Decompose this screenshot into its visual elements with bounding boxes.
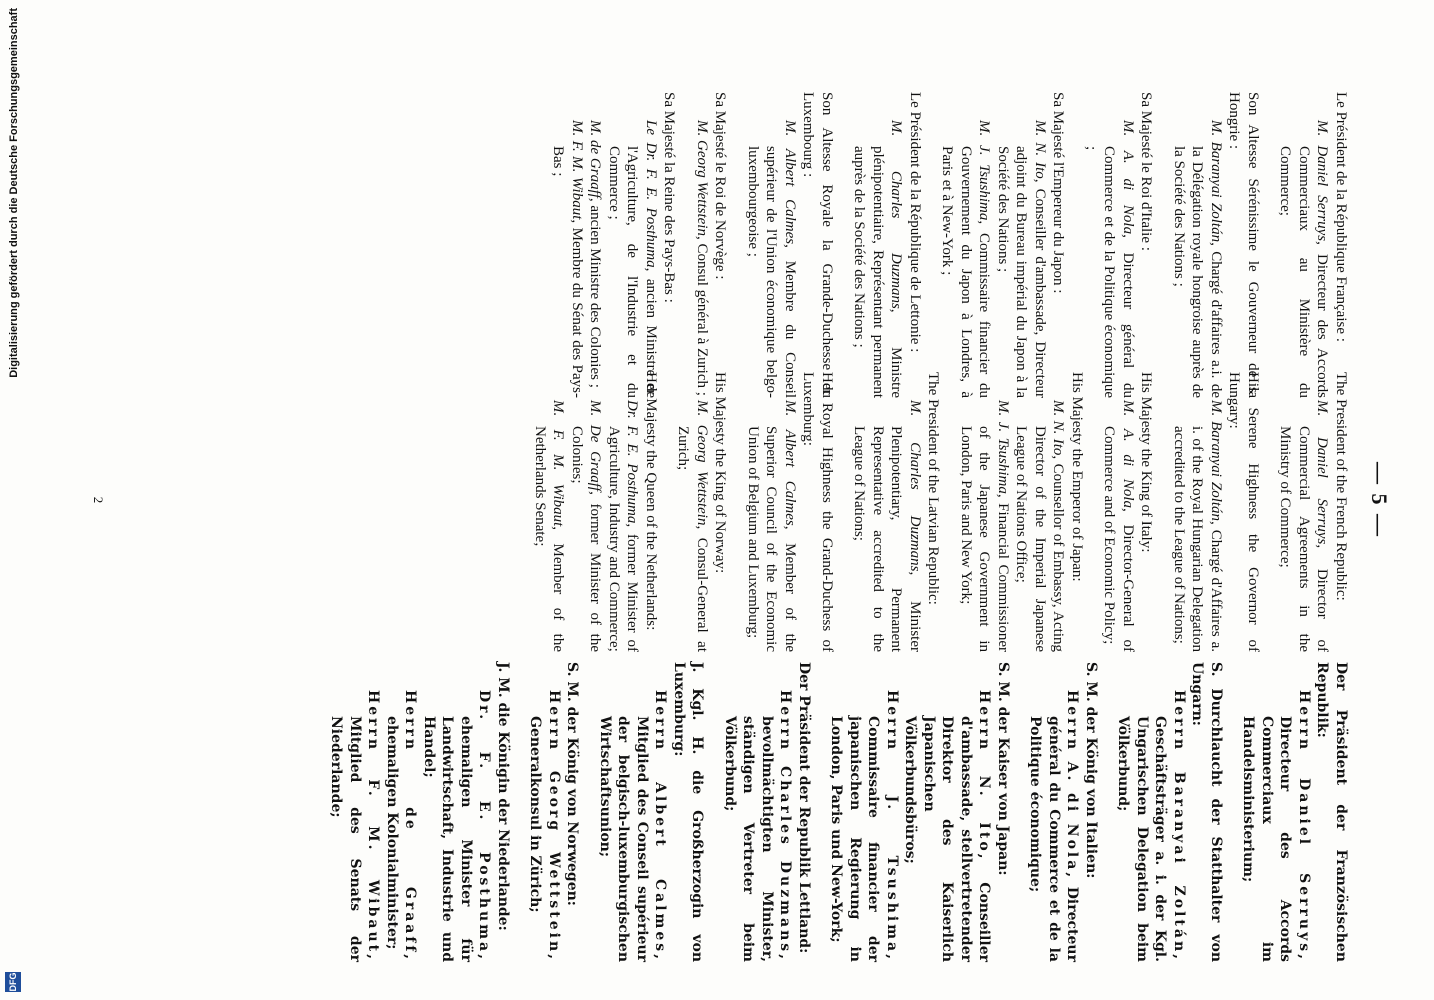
sovereign-line: S. Durchlaucht der Statthalter von Ungarn: bbox=[1189, 662, 1224, 962]
delegate-name: M. Baranyai Zoltán, bbox=[1208, 120, 1224, 246]
plenipotentiary-entry bbox=[327, 662, 512, 962]
delegate-title: Generalkonsul in Zürich; bbox=[527, 716, 544, 913]
plenipotentiary-entry bbox=[850, 92, 924, 398]
delegate-name: M. A. di Nola, bbox=[1120, 120, 1136, 238]
delegate-title: bevollmächtigten Minister, ständigen Vertreter beim Völkerbund; bbox=[722, 716, 775, 962]
delegate-title: Mitglied des Senats der Niederlande; bbox=[328, 716, 363, 962]
plenipotentiary-entry bbox=[1114, 662, 1225, 962]
plenipotentiary-entry bbox=[693, 92, 730, 398]
delegate-name: M. de Graaff, bbox=[587, 120, 604, 202]
sovereign-line: Le Président de la République Française : bbox=[1333, 92, 1349, 342]
delegate-name: Herrn N. Ito, bbox=[976, 690, 993, 862]
delegate-name: Dr. F. E. Posthuma, bbox=[476, 690, 493, 962]
sovereign-line: The President of the Latvian Republic: bbox=[925, 372, 942, 605]
delegate-title: former Minister of Agriculture, Industry and Commerce; bbox=[606, 426, 641, 653]
plenipotentiary-entry bbox=[549, 92, 679, 398]
plenipotentiary-entry bbox=[674, 372, 730, 652]
delegate-line bbox=[744, 400, 800, 652]
delegate-title: Consul général à Zurich ; bbox=[694, 239, 710, 396]
delegate-name: Herrn Daniel Serruys, bbox=[1296, 690, 1312, 962]
delegate-name: M. N. Ito, bbox=[1050, 400, 1067, 460]
delegate-line bbox=[1012, 400, 1068, 652]
plenipotentiary-entry bbox=[850, 372, 943, 652]
delegate-name: M. Daniel Serruys, bbox=[1314, 400, 1331, 549]
delegate-name: Herrn Georg Wettstein, bbox=[546, 690, 562, 962]
delegate-line bbox=[1170, 400, 1226, 652]
column-german bbox=[313, 662, 1350, 962]
delegate-name: M. Baranyai Zoltán, bbox=[1208, 400, 1224, 525]
delegate-line bbox=[1276, 120, 1332, 398]
delegate-title: Director-General of Commerce and of Economic Policy; bbox=[1101, 426, 1136, 652]
sovereign-line: Her Majesty the Queen of the Netherlands: bbox=[643, 372, 659, 631]
delegate-name: M. Charles Duzmans, bbox=[907, 400, 923, 576]
delegate-line bbox=[327, 690, 383, 962]
plenipotentiary-entry bbox=[1100, 372, 1156, 652]
plenipotentiary-entry bbox=[1170, 92, 1263, 398]
delegate-line bbox=[1239, 690, 1313, 962]
delegate-title: Member of the Netherlands Senate; bbox=[532, 426, 567, 652]
delegate-title: Conseiller d'ambassade, Directeur adjoint du Bureau impérial du Japon à la Société des Nations ; bbox=[995, 146, 1048, 398]
delegate-name: M. Charles Duzmans, bbox=[888, 120, 905, 313]
sovereign-line: His Majesty the Emperor of Japan: bbox=[1069, 372, 1085, 582]
delegate-title: Financial Commissioner of the Japanese Government in London, Paris and New York; bbox=[958, 426, 1011, 652]
delegate-line bbox=[526, 690, 563, 962]
delegate-name: M. A. di Nola, bbox=[1120, 400, 1136, 512]
delegate-name: M. De Graaff, bbox=[587, 400, 604, 495]
plenipotentiary-entry bbox=[744, 372, 837, 652]
delegate-line bbox=[901, 690, 994, 962]
sovereign-line: Sa Majesté le Roi de Norvège : bbox=[712, 92, 729, 280]
delegate-title: Conseiller d'ambassade, stellvertretender Direktor des Kaiserlich Japanischen Völkerbundsbüros; bbox=[902, 716, 993, 962]
sovereign-line: Sa Majesté la Reine des Pays-Bas : bbox=[661, 92, 678, 303]
delegate-line bbox=[1170, 120, 1226, 398]
delegate-title: Minister Plenipotentiary, Permanent Representative accredited to the League of Nations; bbox=[851, 426, 923, 652]
delegate-name: M. J. Tsushima, bbox=[976, 120, 993, 225]
delegate-name: M. J. Tsushima, bbox=[995, 400, 1011, 498]
delegate-line bbox=[531, 400, 568, 652]
plenipotentiary-entry bbox=[596, 662, 707, 962]
delegate-name: M. F. M. Wibaut, bbox=[569, 120, 585, 224]
delegate-name: Dr. F. E. Posthuma, bbox=[624, 400, 641, 528]
sovereign-line: J. M. die Königin der Niederlande: bbox=[495, 662, 511, 931]
delegate-name: Herrn de Graaff, bbox=[402, 690, 419, 962]
delegate-line bbox=[693, 120, 712, 398]
delegate-name: M. Georg Wettstein, bbox=[694, 120, 710, 240]
sidebar-note bbox=[0, 0, 28, 1000]
delegate-title: Commissaire financier du Gouvernement du Japon à Londres, à Paris et à New-York ; bbox=[939, 146, 993, 398]
page-number: — 5 — bbox=[1367, 462, 1392, 538]
delegate-title: Director of Commercial Agreements in the Ministry of Commerce; bbox=[1277, 426, 1331, 652]
delegate-line bbox=[1276, 400, 1332, 652]
sovereign-line: S. M. der König von Norwegen: bbox=[564, 662, 581, 906]
delegate-title: Directeur des Accords Commerciaux im Handelsministerium; bbox=[1240, 716, 1294, 962]
sovereign-line: Son Altesse Royale la Grande-Duchesse du Luxembourg : bbox=[800, 92, 835, 398]
plenipotentiary-entry bbox=[744, 92, 837, 398]
sovereign-line: Der Präsident der Französischen Republik: bbox=[1314, 662, 1349, 962]
delegate-name: Herrn Albert Calmes, bbox=[652, 690, 669, 962]
delegate-line bbox=[1082, 120, 1138, 398]
delegate-name: Herrn F. M. Wibaut, bbox=[365, 690, 382, 962]
delegate-line bbox=[957, 400, 1013, 652]
delegate-title: Mitglied des Conseil supérieur der belgisch-luxemburgischen Wirtschaftsunion; bbox=[597, 716, 650, 962]
delegate-line bbox=[850, 400, 924, 652]
delegate-title: Directeur général du Commerce et de la Politique économique; bbox=[1027, 716, 1081, 962]
delegate-line bbox=[1114, 690, 1188, 962]
delegate-title: Chargé d'Affaires a. i. of the Royal Hungarian Delegation accredited to the League of Nations; bbox=[1171, 426, 1224, 653]
delegate-line bbox=[596, 690, 670, 962]
delegate-title: Membre du Conseil supérieur de l'Union économique belgo-luxembourgeoise ; bbox=[745, 146, 798, 399]
delegate-title: ancien Ministre de l'Agriculture, de l'Industrie et du Commerce ; bbox=[606, 146, 659, 398]
sovereign-line: His Majesty the King of Norway: bbox=[712, 372, 729, 574]
delegate-line bbox=[850, 120, 906, 398]
delegate-line bbox=[605, 120, 661, 398]
delegate-line bbox=[605, 400, 642, 652]
sovereign-line: Sa Majesté l'Empereur du Japon : bbox=[1050, 92, 1067, 294]
column-french bbox=[535, 92, 1350, 398]
delegate-title: Commissaire financier der japanischen Regierung in London, Paris und New-York; bbox=[828, 716, 882, 962]
delegate-name: Herrn A. di Nola, bbox=[1064, 690, 1081, 881]
sovereign-line: Der Präsident der Republik Lettland: bbox=[796, 662, 812, 954]
sovereign-line: His Majesty the King of Italy: bbox=[1138, 372, 1155, 553]
delegate-title: former Minister of the Colonies; bbox=[569, 426, 604, 652]
plenipotentiary-entry bbox=[721, 662, 814, 962]
plenipotentiary-entry bbox=[1082, 92, 1156, 398]
column-english bbox=[517, 372, 1351, 652]
delegate-title: ehemaligen Minister für Landwirtschaft, Industrie und Handel; bbox=[421, 716, 474, 962]
delegate-name: M. Daniel Serruys, bbox=[1314, 120, 1331, 245]
plenipotentiary-entry bbox=[1026, 662, 1100, 962]
sovereign-line: The President of the French Republic: bbox=[1333, 372, 1349, 601]
delegate-title: Geschäftsträger a. i. der Kgl. Ungarischen Delegation beim Völkerbund; bbox=[1115, 716, 1169, 962]
plenipotentiary-entry bbox=[1276, 92, 1350, 398]
delegate-title: Consul-General at Zurich; bbox=[675, 426, 710, 652]
delegate-line bbox=[994, 120, 1050, 398]
delegate-name: M. Albert Calmes, bbox=[782, 120, 798, 248]
delegate-title: Counsellor of Embassy, Acting Director of the Imperial Japanese League of Nations Office; bbox=[1013, 426, 1067, 652]
plenipotentiary-entry bbox=[531, 372, 661, 652]
dfg-logo: DFG bbox=[5, 972, 21, 992]
delegate-name: Le Dr. F. E. Posthuma, bbox=[643, 120, 659, 272]
plenipotentiary-entry bbox=[1239, 662, 1350, 962]
delegate-name: M. F. M. Wibaut, bbox=[550, 400, 567, 531]
delegate-line bbox=[549, 120, 586, 398]
delegate-line bbox=[827, 690, 901, 962]
plenipotentiary-entry bbox=[957, 372, 1087, 652]
delegate-title: Chargé d'affaires a.i. de la Délégation royale hongroise auprès de la Société des Nations ; bbox=[1171, 146, 1224, 398]
delegate-name: M. N. Ito, bbox=[1032, 120, 1048, 183]
delegate-name: Herrn Baranyai Zoltán, bbox=[1171, 690, 1187, 962]
plenipotentiary-entry bbox=[526, 662, 582, 962]
delegate-name: M. Albert Calmes, bbox=[782, 400, 798, 530]
sovereign-line: S. M. der Kaiser von Japan: bbox=[995, 662, 1011, 876]
delegate-line bbox=[1026, 690, 1082, 962]
delegate-name: Herrn J. Tsushima, bbox=[884, 690, 900, 962]
delegate-title: Ministre plénipotentiaire, Représentant permanent auprès de la Société des Nations ; bbox=[851, 146, 905, 398]
sovereign-line: S. M. der König von Italien: bbox=[1083, 662, 1099, 879]
delegate-title: ancien Ministre des Colonies ; bbox=[587, 201, 604, 388]
delegate-line bbox=[674, 400, 711, 652]
funding-note: Digitalisierung gefördert durch die Deutsche Forschungsgemeinschaft bbox=[8, 8, 20, 378]
plenipotentiary-entry bbox=[827, 662, 1012, 962]
delegate-title: Member of the Superior Council of the Economic Union of Belgium and Luxemburg; bbox=[745, 426, 798, 653]
delegate-name: M. Georg Wettstein, bbox=[694, 400, 710, 530]
sovereign-line: Son Altesse Sérénissime le Gouverneur de la Hongrie : bbox=[1226, 92, 1261, 398]
delegate-line bbox=[383, 690, 420, 962]
delegate-name: Herrn Charles Duzmans, bbox=[777, 690, 794, 962]
delegate-line bbox=[938, 120, 994, 398]
sovereign-line: Sa Majesté le Roi d'Italie : bbox=[1138, 92, 1155, 251]
delegate-line bbox=[744, 120, 800, 398]
plenipotentiary-entry bbox=[1276, 372, 1350, 652]
plenipotentiary-entry bbox=[1170, 372, 1263, 652]
sovereign-line: Le Président de la République de Lettonie : bbox=[907, 92, 923, 353]
delegate-line bbox=[721, 690, 795, 962]
sovereign-line: His Serene Highness the Governor of Hungary: bbox=[1226, 372, 1261, 652]
delegate-line bbox=[1100, 400, 1137, 652]
delegate-title: Membre du Sénat des Pays-Bas ; bbox=[550, 146, 585, 398]
delegate-line bbox=[420, 690, 494, 962]
delegate-title: Directeur des Accords Commerciaux au Ministère du Commerce; bbox=[1277, 146, 1331, 398]
plenipotentiary-entry bbox=[938, 92, 1068, 398]
delegate-line bbox=[586, 120, 605, 398]
signature-mark: 2 bbox=[91, 496, 106, 504]
delegate-title: Directeur général du Commerce et de la Politique économique ; bbox=[1083, 146, 1136, 398]
sovereign-line: J. Kgl. H. die Großherzogin von Luxemburg: bbox=[671, 662, 706, 962]
sovereign-line: Her Royal Highness the Grand-Duchess of Luxemburg: bbox=[800, 372, 835, 652]
rotated-page-content bbox=[57, 0, 1434, 1000]
delegate-title: ehemaligen Kolonialminister; bbox=[384, 716, 400, 950]
delegate-line bbox=[568, 400, 605, 652]
